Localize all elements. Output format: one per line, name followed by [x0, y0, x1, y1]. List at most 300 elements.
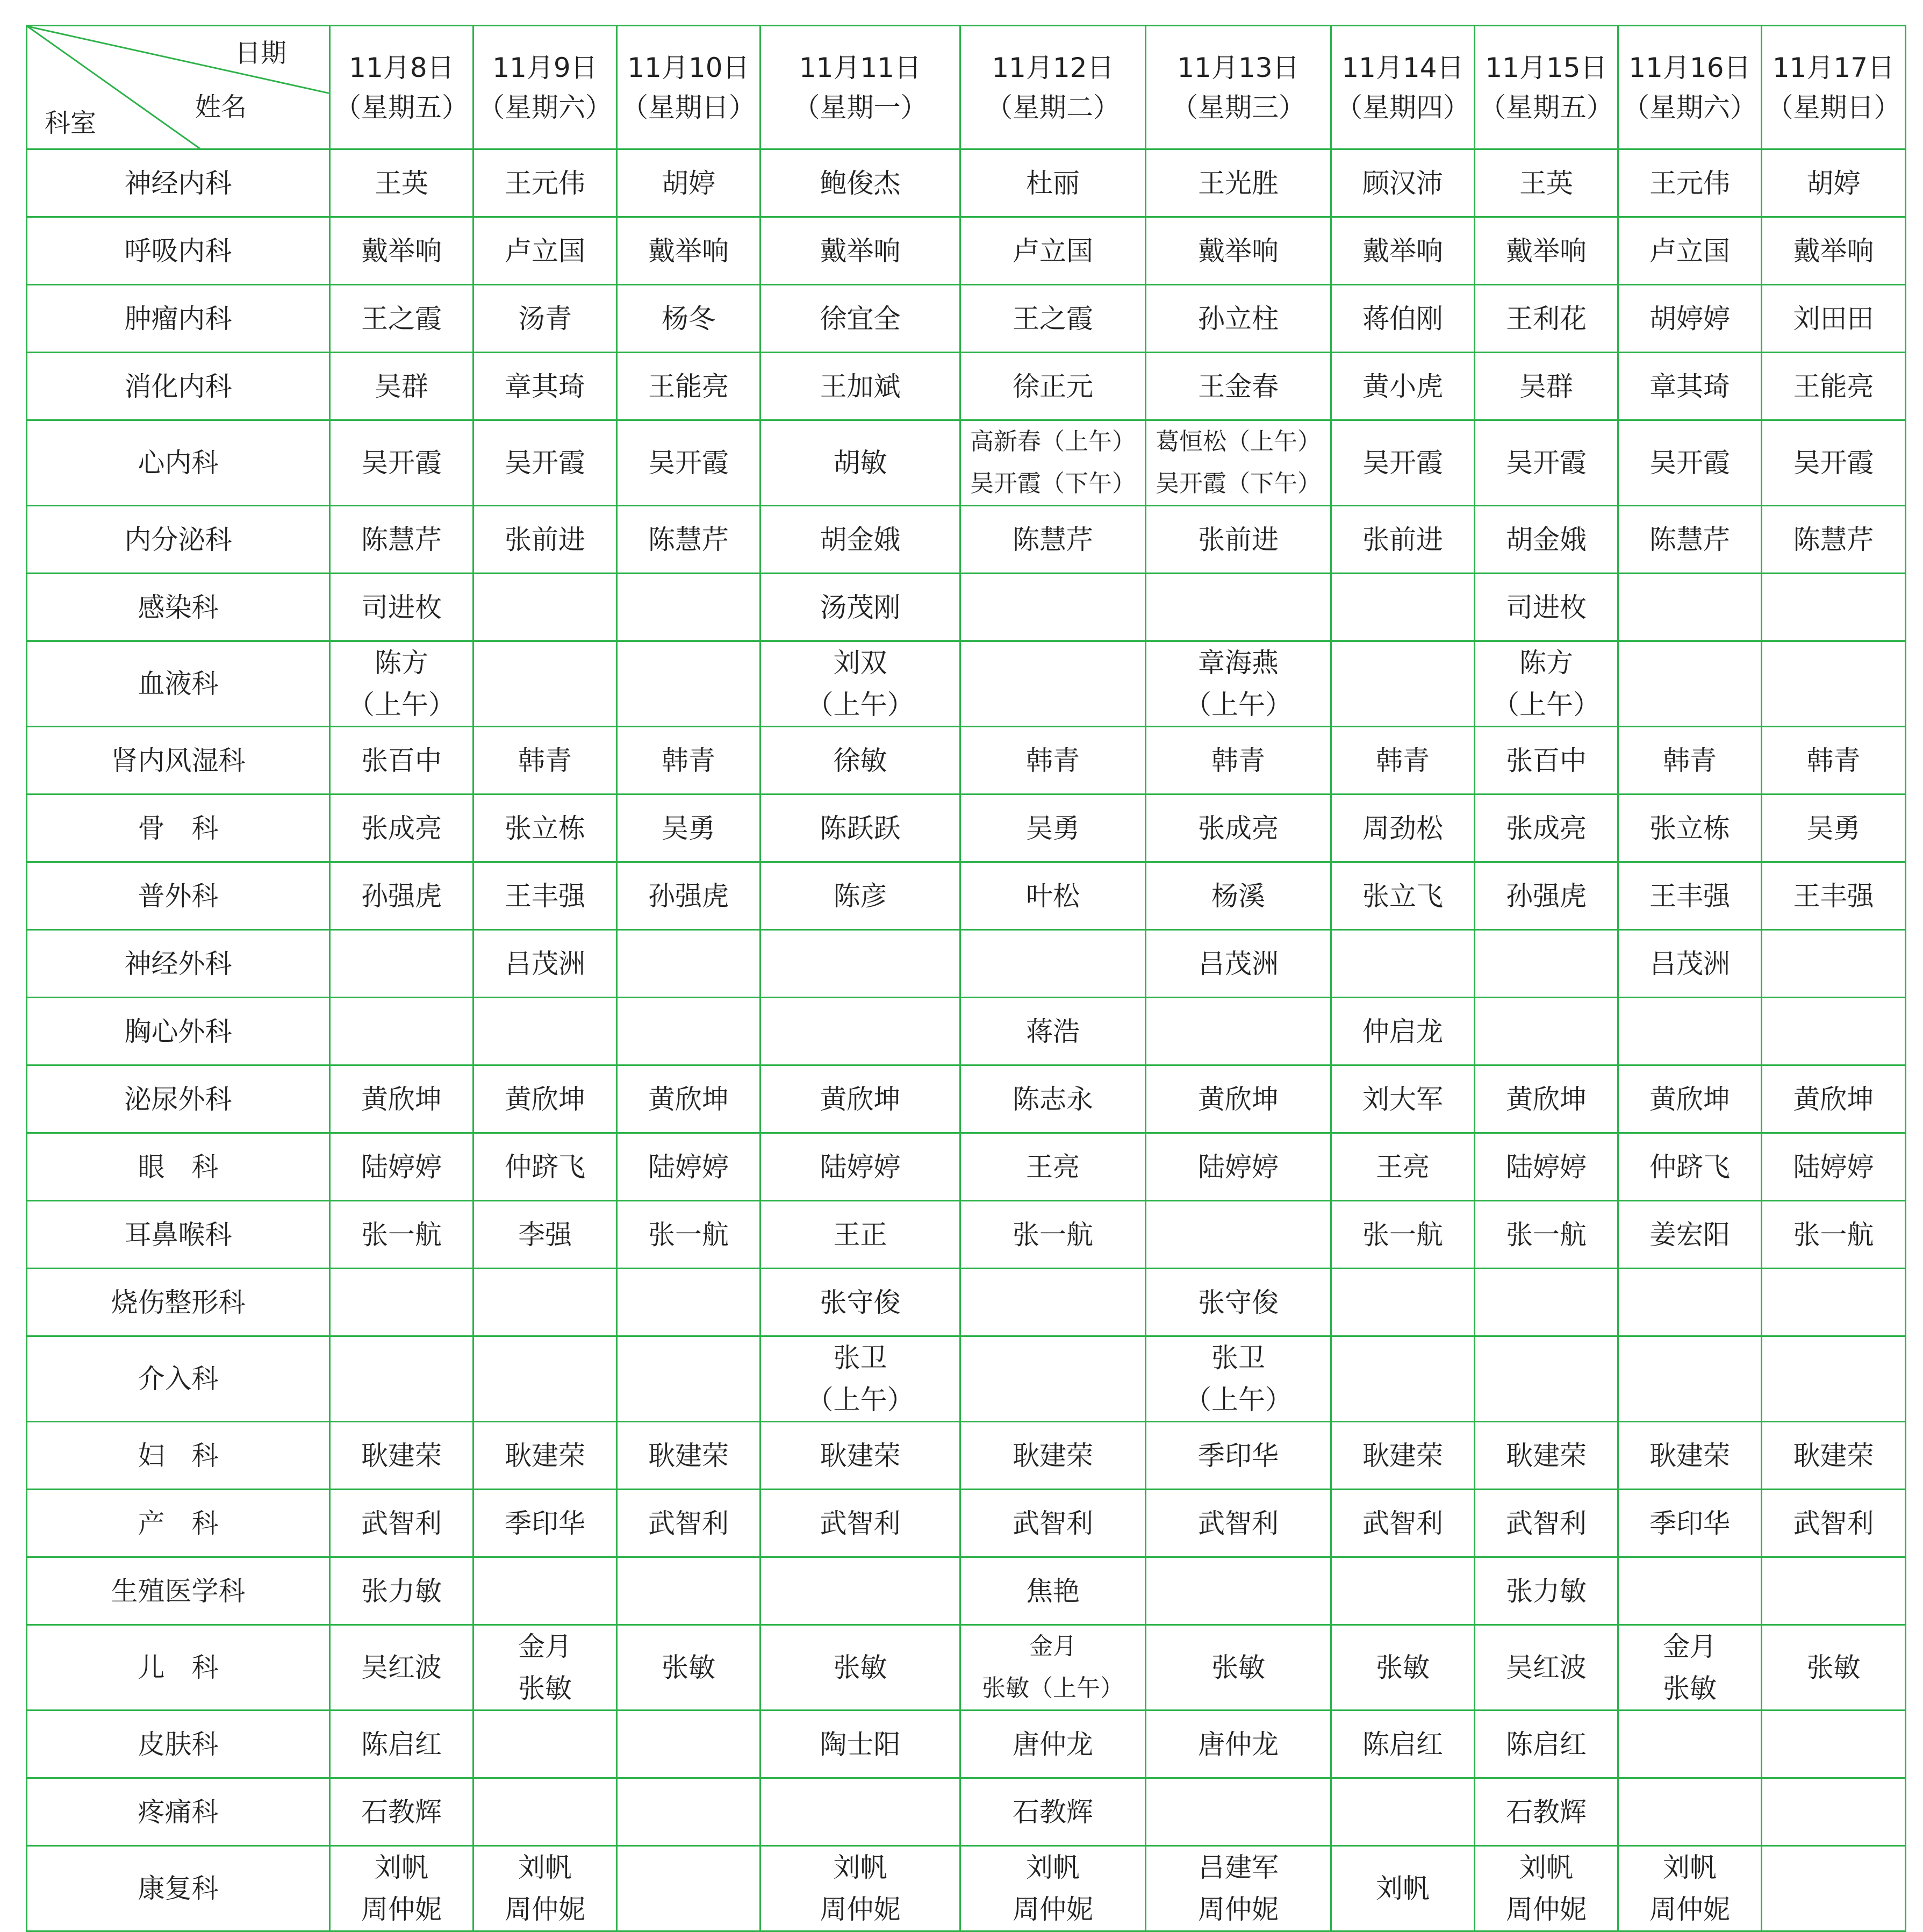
duty-cell — [1762, 285, 1906, 353]
duty-cell — [473, 641, 617, 727]
duty-doctor-name: 陈跃跃 — [820, 812, 901, 844]
duty-doctor-name: 陆婷婷 — [1506, 1151, 1587, 1183]
duty-cell — [1331, 998, 1475, 1065]
date-header-cell — [1146, 26, 1331, 149]
weekday-label: （星期五） — [1479, 91, 1613, 123]
date-label: 11月10日 — [627, 52, 750, 83]
duty-doctor-name: 黄欣坤 — [361, 1083, 442, 1115]
department-name-cell: 生殖医学科 — [27, 1557, 330, 1625]
duty-cell — [1146, 1711, 1331, 1778]
duty-cell — [760, 217, 960, 285]
duty-cell — [760, 420, 960, 506]
duty-doctor-name: 刘双 — [833, 647, 887, 678]
duty-doctor-name: 刘大军 — [1362, 1083, 1443, 1115]
duty-cell — [330, 641, 473, 727]
date-header-cell — [617, 26, 760, 149]
duty-doctor-name: 吴群 — [1519, 370, 1573, 402]
duty-cell — [1475, 1201, 1618, 1269]
duty-cell — [1618, 1133, 1762, 1201]
duty-cell — [760, 1422, 960, 1490]
date-label: 11月17日 — [1772, 52, 1895, 83]
duty-cell — [760, 1133, 960, 1201]
duty-cell — [1762, 1065, 1906, 1133]
duty-doctor-name: 汤茂刚 — [820, 591, 901, 623]
department-name-cell: 介入科 — [27, 1336, 330, 1422]
duty-cell — [1475, 574, 1618, 641]
duty-doctor-name: 张立飞 — [1362, 880, 1443, 912]
duty-cell — [1146, 1422, 1331, 1490]
duty-doctor-name: 吴开霞 — [505, 447, 585, 478]
duty-cell — [473, 217, 617, 285]
duty-cell — [1475, 420, 1618, 506]
duty-cell — [960, 1625, 1146, 1711]
duty-cell — [760, 1778, 960, 1846]
duty-doctor-name: 胡婷 — [1806, 167, 1861, 199]
duty-doctor-name: 胡金娥 — [1506, 524, 1587, 555]
duty-cell — [760, 1711, 960, 1778]
duty-doctor-name: 陈志永 — [1013, 1083, 1093, 1115]
duty-cell — [760, 1065, 960, 1133]
date-label: 11月12日 — [992, 52, 1114, 83]
duty-doctor-name: 陈慧芹 — [648, 524, 729, 555]
duty-doctor-name: 武智利 — [361, 1507, 442, 1539]
duty-cell — [1618, 420, 1762, 506]
duty-doctor-name: 吴开霞（下午） — [1156, 470, 1321, 497]
duty-cell — [1475, 795, 1618, 862]
duty-cell — [1475, 930, 1618, 998]
duty-cell — [1331, 1557, 1475, 1625]
duty-doctor-name: 叶松 — [1026, 880, 1080, 912]
duty-cell — [960, 930, 1146, 998]
department-row — [27, 1490, 1906, 1557]
duty-cell — [1475, 149, 1618, 217]
duty-cell — [1618, 1201, 1762, 1269]
duty-doctor-name: 刘田田 — [1793, 303, 1874, 334]
duty-doctor-name: 张成亮 — [1198, 812, 1279, 844]
department-row — [27, 998, 1906, 1065]
duty-cell — [960, 862, 1146, 930]
duty-cell — [960, 285, 1146, 353]
department-name-cell: 儿 科 — [27, 1625, 330, 1711]
duty-doctor-name: 黄欣坤 — [1198, 1083, 1279, 1115]
duty-cell — [1331, 1778, 1475, 1846]
duty-cell — [1331, 1422, 1475, 1490]
duty-cell — [330, 1065, 473, 1133]
department-name-cell: 普外科 — [27, 862, 330, 930]
duty-doctor-name: 张敏 — [1663, 1673, 1717, 1704]
duty-doctor-name: 周仲妮 — [505, 1894, 585, 1925]
duty-cell — [1618, 149, 1762, 217]
duty-doctor-name: 戴举响 — [1362, 235, 1443, 267]
duty-cell — [1146, 641, 1331, 727]
department-name-cell: 神经外科 — [27, 930, 330, 998]
duty-cell — [1475, 1846, 1618, 1931]
duty-cell — [1475, 217, 1618, 285]
duty-doctor-name: 章海燕 — [1198, 647, 1279, 678]
duty-doctor-name: 张一航 — [1362, 1219, 1443, 1250]
date-label: 11月9日 — [492, 52, 598, 83]
duty-cell — [760, 1336, 960, 1422]
duty-doctor-name: 张一航 — [648, 1219, 729, 1250]
department-name-cell: 血液科 — [27, 641, 330, 727]
duty-cell — [473, 727, 617, 795]
duty-doctor-name: 陆婷婷 — [820, 1151, 901, 1183]
duty-cell — [960, 1269, 1146, 1336]
date-header-cell — [760, 26, 960, 149]
duty-cell — [1475, 641, 1618, 727]
duty-doctor-name: 耿建荣 — [505, 1440, 585, 1471]
duty-doctor-name: 黄小虎 — [1362, 370, 1443, 402]
duty-doctor-name: 韩青 — [662, 745, 715, 776]
duty-doctor-name: （上午） — [1185, 1384, 1292, 1415]
duty-cell — [960, 1490, 1146, 1557]
duty-doctor-name: 王光胜 — [1198, 167, 1279, 199]
date-header-cell — [330, 26, 473, 149]
duty-cell — [1618, 1846, 1762, 1931]
duty-doctor-name: 胡婷 — [662, 167, 715, 199]
duty-cell — [1762, 930, 1906, 998]
duty-cell — [760, 1846, 960, 1931]
duty-cell — [330, 149, 473, 217]
duty-doctor-name: 王金春 — [1198, 370, 1279, 402]
duty-cell — [473, 1065, 617, 1133]
duty-doctor-name: 张立栋 — [505, 812, 585, 844]
duty-doctor-name: 张前进 — [505, 524, 585, 555]
duty-cell — [760, 862, 960, 930]
department-row — [27, 1422, 1906, 1490]
duty-cell — [617, 149, 760, 217]
weekday-label: （星期六） — [478, 91, 612, 123]
duty-cell — [1475, 862, 1618, 930]
duty-doctor-name: 仲跻飞 — [1649, 1151, 1730, 1183]
duty-cell — [1618, 930, 1762, 998]
weekday-label: （星期五） — [334, 91, 469, 123]
duty-doctor-name: 姜宏阳 — [1649, 1219, 1730, 1250]
duty-doctor-name: 王亮 — [1376, 1151, 1430, 1183]
duty-doctor-name: 吕茂洲 — [1198, 948, 1279, 979]
duty-cell — [1146, 1201, 1331, 1269]
duty-doctor-name: 吴勇 — [662, 812, 715, 844]
department-name-cell: 皮肤科 — [27, 1711, 330, 1778]
duty-cell — [330, 1490, 473, 1557]
duty-cell — [617, 1201, 760, 1269]
duty-cell — [1762, 1490, 1906, 1557]
duty-cell — [330, 1336, 473, 1422]
duty-doctor-name: 张卫 — [833, 1342, 887, 1373]
duty-doctor-name: 吕茂洲 — [1649, 948, 1730, 979]
duty-cell — [473, 998, 617, 1065]
department-name-cell: 骨 科 — [27, 795, 330, 862]
duty-doctor-name: 吴开霞 — [1362, 447, 1443, 478]
duty-doctor-name: 仲跻飞 — [505, 1151, 585, 1183]
duty-cell — [1331, 574, 1475, 641]
duty-cell — [1146, 1269, 1331, 1336]
department-row — [27, 1625, 1906, 1711]
duty-doctor-name: 陆婷婷 — [361, 1151, 442, 1183]
duty-doctor-name: 吴开霞 — [1506, 447, 1587, 478]
duty-doctor-name: 张立栋 — [1649, 812, 1730, 844]
weekday-label: （星期四） — [1336, 91, 1470, 123]
department-row — [27, 149, 1906, 217]
duty-cell — [617, 641, 760, 727]
duty-doctor-name: （上午） — [1493, 689, 1600, 720]
department-name-cell: 康复科 — [27, 1846, 330, 1931]
duty-cell — [1618, 862, 1762, 930]
department-row — [27, 1557, 1906, 1625]
duty-cell — [1146, 1625, 1331, 1711]
duty-doctor-name: 韩青 — [1211, 745, 1265, 776]
duty-cell — [1618, 795, 1762, 862]
duty-cell — [330, 930, 473, 998]
duty-cell — [473, 1778, 617, 1846]
duty-doctor-name: 黄欣坤 — [1506, 1083, 1587, 1115]
duty-cell — [1331, 795, 1475, 862]
duty-cell — [1475, 1269, 1618, 1336]
duty-cell — [760, 285, 960, 353]
duty-cell — [760, 353, 960, 420]
duty-cell — [1762, 1269, 1906, 1336]
duty-cell — [1331, 862, 1475, 930]
duty-cell — [760, 795, 960, 862]
duty-cell — [1146, 1778, 1331, 1846]
duty-cell — [760, 1490, 960, 1557]
duty-cell — [1618, 727, 1762, 795]
duty-cell — [960, 353, 1146, 420]
duty-cell — [1762, 149, 1906, 217]
duty-cell — [330, 1778, 473, 1846]
department-row — [27, 795, 1906, 862]
duty-cell — [1475, 727, 1618, 795]
duty-doctor-name: 耿建荣 — [1013, 1440, 1093, 1471]
duty-cell — [1331, 420, 1475, 506]
duty-cell — [1475, 353, 1618, 420]
duty-doctor-name: 陈慧芹 — [1013, 524, 1093, 555]
duty-cell — [473, 353, 617, 420]
duty-cell — [760, 1269, 960, 1336]
duty-doctor-name: 陈彦 — [833, 880, 887, 912]
duty-cell — [1146, 930, 1331, 998]
duty-cell — [1475, 1422, 1618, 1490]
duty-cell — [617, 862, 760, 930]
duty-doctor-name: 杨溪 — [1211, 880, 1265, 912]
duty-cell — [617, 1065, 760, 1133]
duty-cell — [960, 795, 1146, 862]
duty-cell — [1618, 1422, 1762, 1490]
duty-doctor-name: 王丰强 — [1649, 880, 1730, 912]
duty-doctor-name: 张一航 — [1506, 1219, 1587, 1250]
department-name-cell: 产 科 — [27, 1490, 330, 1557]
duty-doctor-name: 周仲妮 — [820, 1894, 901, 1925]
duty-doctor-name: 陈慧芹 — [1793, 524, 1874, 555]
duty-doctor-name: 戴举响 — [361, 235, 442, 267]
duty-doctor-name: 胡婷婷 — [1649, 303, 1730, 334]
duty-cell — [617, 1422, 760, 1490]
duty-doctor-name: 卢立国 — [505, 235, 585, 267]
duty-doctor-name: 武智利 — [1013, 1507, 1093, 1539]
header-row — [27, 26, 1906, 149]
duty-doctor-name: 季印华 — [1649, 1507, 1730, 1539]
department-row — [27, 574, 1906, 641]
duty-cell — [1475, 1557, 1618, 1625]
duty-doctor-name: 金月 — [1029, 1633, 1077, 1660]
duty-doctor-name: （上午） — [348, 689, 455, 720]
duty-cell — [1762, 862, 1906, 930]
duty-cell — [330, 862, 473, 930]
duty-cell — [960, 1201, 1146, 1269]
duty-cell — [617, 1490, 760, 1557]
duty-doctor-name: 顾汉沛 — [1362, 167, 1443, 199]
duty-doctor-name: 吕建军 — [1198, 1852, 1279, 1883]
weekday-label: （星期日） — [1766, 91, 1901, 123]
duty-cell — [617, 1846, 760, 1931]
duty-cell — [1475, 285, 1618, 353]
department-row — [27, 217, 1906, 285]
duty-doctor-name: 武智利 — [1793, 1507, 1874, 1539]
duty-cell — [1146, 420, 1331, 506]
duty-doctor-name: 杨冬 — [662, 303, 715, 334]
duty-cell — [1618, 1490, 1762, 1557]
duty-doctor-name: 张敏 — [1376, 1652, 1430, 1683]
duty-cell — [1618, 506, 1762, 574]
duty-cell — [1146, 1133, 1331, 1201]
duty-cell — [1618, 1065, 1762, 1133]
department-row — [27, 285, 1906, 353]
duty-cell — [1762, 727, 1906, 795]
duty-cell — [330, 1269, 473, 1336]
duty-doctor-name: 韩青 — [1026, 745, 1080, 776]
duty-doctor-name: 卢立国 — [1013, 235, 1093, 267]
duty-doctor-name: 章其琦 — [505, 370, 585, 402]
duty-doctor-name: 石教辉 — [1013, 1796, 1093, 1828]
duty-cell — [617, 420, 760, 506]
department-name-cell: 妇 科 — [27, 1422, 330, 1490]
duty-doctor-name: 吴开霞 — [1649, 447, 1730, 478]
duty-cell — [617, 1336, 760, 1422]
duty-cell — [473, 1490, 617, 1557]
duty-doctor-name: 张成亮 — [361, 812, 442, 844]
department-name-cell: 烧伤整形科 — [27, 1269, 330, 1336]
duty-doctor-name: 陆婷婷 — [1198, 1151, 1279, 1183]
duty-cell — [1475, 506, 1618, 574]
duty-doctor-name: 汤青 — [518, 303, 572, 334]
duty-cell — [473, 1846, 617, 1931]
duty-doctor-name: 焦艳 — [1026, 1575, 1080, 1607]
duty-cell — [1146, 862, 1331, 930]
duty-doctor-name: 王丰强 — [505, 880, 585, 912]
duty-cell — [617, 506, 760, 574]
duty-cell — [1331, 1711, 1475, 1778]
department-row — [27, 420, 1906, 506]
duty-doctor-name: 耿建荣 — [1506, 1440, 1587, 1471]
duty-doctor-name: 张力敏 — [1506, 1575, 1587, 1607]
duty-cell — [760, 998, 960, 1065]
duty-cell — [473, 574, 617, 641]
duty-cell — [473, 862, 617, 930]
duty-cell — [1146, 1846, 1331, 1931]
duty-doctor-name: 韩青 — [1663, 745, 1717, 776]
date-label: 11月15日 — [1485, 52, 1608, 83]
duty-cell — [473, 1711, 617, 1778]
duty-cell — [1146, 353, 1331, 420]
department-row — [27, 1336, 1906, 1422]
duty-cell — [1762, 574, 1906, 641]
duty-doctor-name: 王英 — [375, 167, 428, 199]
department-name-cell: 消化内科 — [27, 353, 330, 420]
duty-cell — [1762, 1846, 1906, 1931]
duty-cell — [1762, 1422, 1906, 1490]
duty-cell — [1146, 285, 1331, 353]
duty-doctor-name: 张百中 — [361, 745, 442, 776]
duty-cell — [760, 149, 960, 217]
duty-doctor-name: 黄欣坤 — [1649, 1083, 1730, 1115]
duty-cell — [1146, 1490, 1331, 1557]
duty-cell — [1618, 998, 1762, 1065]
date-header-cell — [1618, 26, 1762, 149]
duty-cell — [960, 420, 1146, 506]
duty-cell — [1331, 1625, 1475, 1711]
duty-doctor-name: 戴举响 — [1793, 235, 1874, 267]
duty-cell — [617, 727, 760, 795]
department-name-cell: 疼痛科 — [27, 1778, 330, 1846]
duty-cell — [330, 998, 473, 1065]
duty-doctor-name: 周仲妮 — [1198, 1894, 1279, 1925]
date-header-cell — [1475, 26, 1618, 149]
duty-doctor-name: 张前进 — [1362, 524, 1443, 555]
duty-doctor-name: 蒋浩 — [1026, 1015, 1080, 1047]
duty-doctor-name: 胡金娥 — [820, 524, 901, 555]
department-name-cell: 肿瘤内科 — [27, 285, 330, 353]
duty-cell — [617, 795, 760, 862]
duty-cell — [1146, 1065, 1331, 1133]
department-row — [27, 1711, 1906, 1778]
duty-cell — [617, 353, 760, 420]
duty-cell — [1762, 998, 1906, 1065]
duty-doctor-name: 孙强虎 — [648, 880, 729, 912]
duty-cell — [473, 1133, 617, 1201]
duty-cell — [1618, 1269, 1762, 1336]
department-name-cell: 眼 科 — [27, 1133, 330, 1201]
department-name-cell: 胸心外科 — [27, 998, 330, 1065]
duty-doctor-name: 陆婷婷 — [1793, 1151, 1874, 1183]
duty-doctor-name: 张守俊 — [820, 1286, 901, 1318]
duty-doctor-name: 张敏（上午） — [982, 1675, 1124, 1702]
duty-cell — [1618, 217, 1762, 285]
duty-cell — [1618, 641, 1762, 727]
date-label: 11月11日 — [799, 52, 922, 83]
duty-cell — [617, 217, 760, 285]
duty-doctor-name: 武智利 — [1362, 1507, 1443, 1539]
duty-cell — [330, 1201, 473, 1269]
department-row — [27, 1133, 1906, 1201]
duty-doctor-name: 张敏 — [1806, 1652, 1861, 1683]
duty-cell — [473, 285, 617, 353]
duty-doctor-name: 王加斌 — [820, 370, 901, 402]
duty-doctor-name: 吴开霞（下午） — [970, 470, 1136, 497]
duty-cell — [617, 1269, 760, 1336]
corner-label-dept: 科室 — [45, 108, 97, 138]
duty-cell — [1331, 1269, 1475, 1336]
duty-doctor-name: 刘帆 — [1663, 1852, 1717, 1883]
duty-cell — [1331, 353, 1475, 420]
duty-cell — [330, 217, 473, 285]
duty-doctor-name: 高新春（上午） — [970, 428, 1136, 455]
duty-cell — [1331, 1336, 1475, 1422]
duty-doctor-name: 陆婷婷 — [648, 1151, 729, 1183]
duty-cell — [1331, 1201, 1475, 1269]
duty-doctor-name: 吴勇 — [1026, 812, 1080, 844]
corner-label-date: 日期 — [235, 38, 287, 68]
department-name-cell: 内分泌科 — [27, 506, 330, 574]
